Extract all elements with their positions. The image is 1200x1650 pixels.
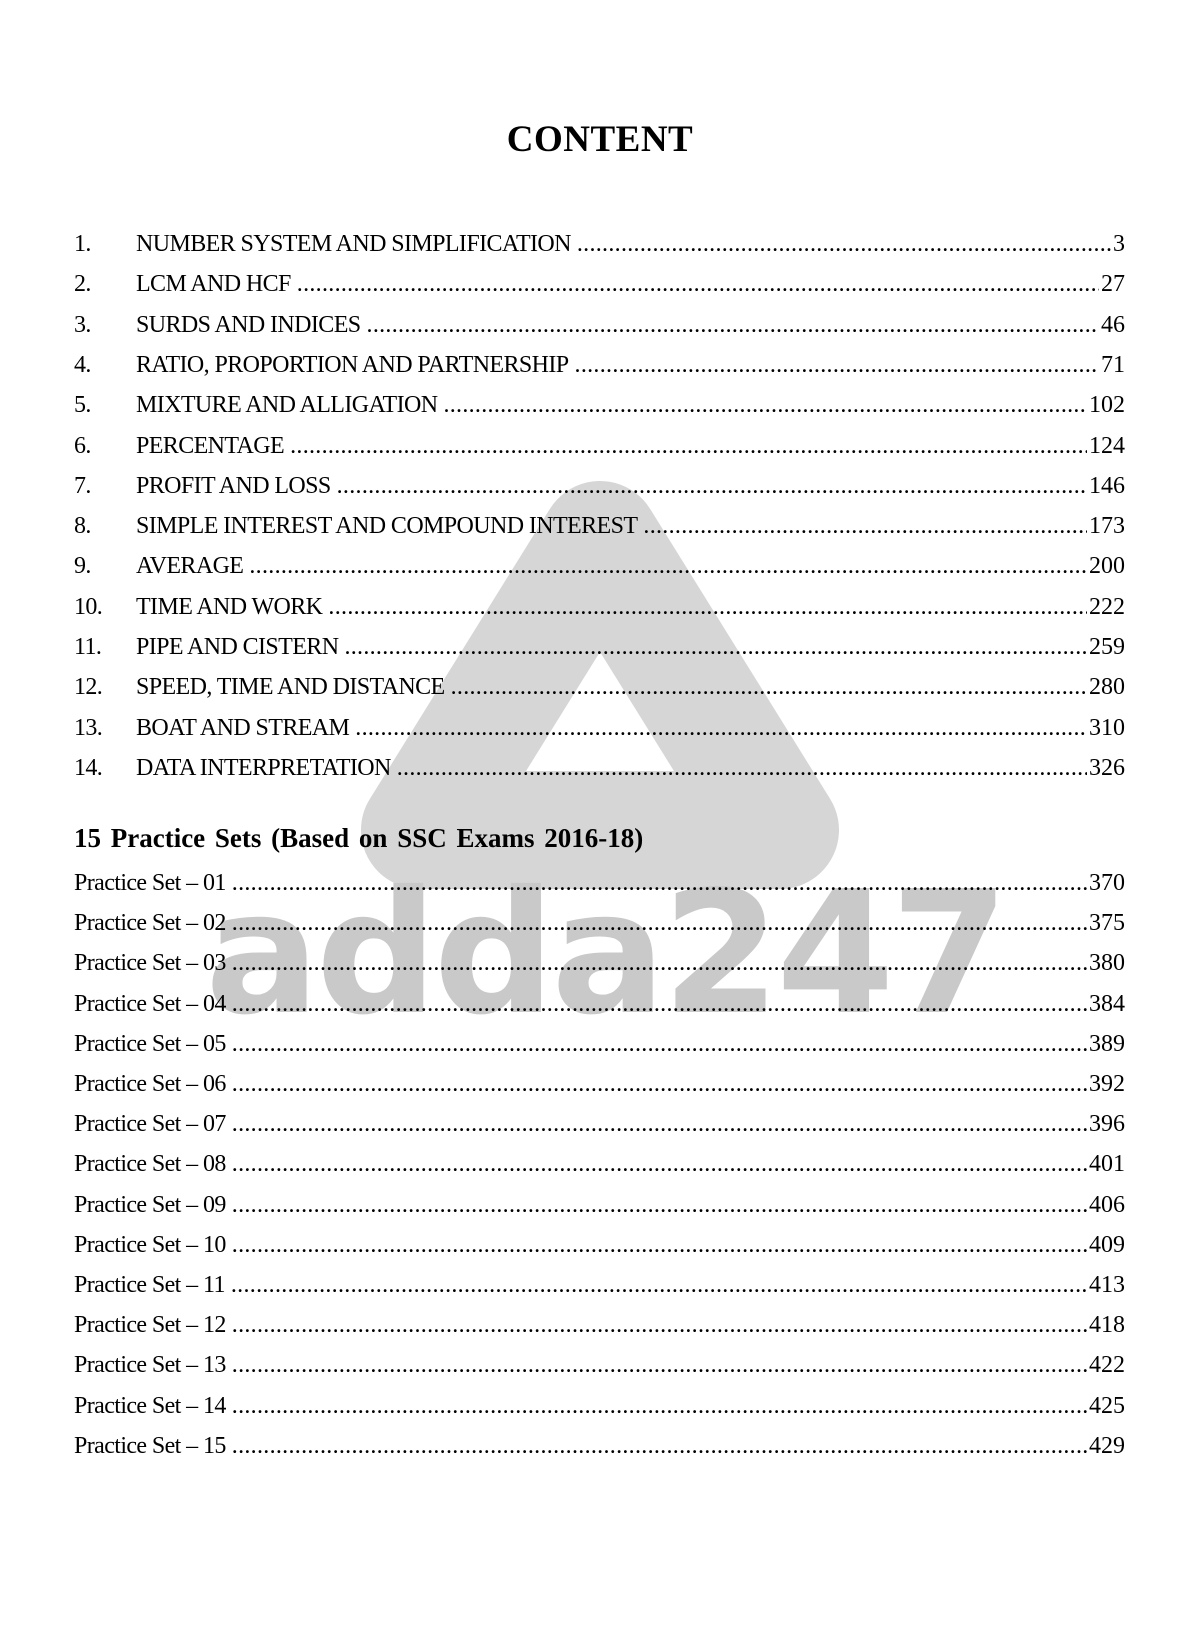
practice-set-entry (74, 1268, 1125, 1302)
toc-entry (74, 751, 1125, 785)
dot-leader (232, 1348, 1087, 1382)
dot-leader (232, 1228, 1087, 1262)
toc-entry-number: 10. (74, 593, 103, 620)
practice-set-entry (74, 1027, 1125, 1061)
toc-entry-number: 1. (74, 231, 91, 257)
practice-set-entry (74, 1228, 1125, 1262)
dot-leader (577, 227, 1111, 261)
dot-leader (451, 670, 1087, 704)
page-number: 380 (1089, 950, 1125, 977)
dot-leader (232, 1107, 1087, 1141)
page-number: 71 (1101, 351, 1125, 378)
page-number: 259 (1089, 634, 1125, 660)
toc-entry-number: 5. (74, 392, 91, 419)
dot-leader (232, 1147, 1087, 1181)
toc-entry (74, 308, 1125, 342)
dot-leader (232, 987, 1087, 1021)
page-number: 146 (1089, 472, 1125, 499)
page-number: 370 (1089, 870, 1125, 896)
toc-entry (74, 670, 1125, 704)
toc-entry-title: SPEED, TIME AND DISTANCE (136, 674, 445, 701)
toc-entry-number: 12. (74, 674, 103, 701)
toc-entry (74, 630, 1125, 664)
practice-set-title: Practice Set – 14 (74, 1392, 226, 1419)
toc-entry-title: TIME AND WORK (136, 593, 323, 620)
page-number: 396 (1089, 1111, 1125, 1138)
page-number: 409 (1089, 1231, 1125, 1258)
dot-leader (232, 1308, 1087, 1342)
practice-set-title: Practice Set – 13 (74, 1352, 226, 1379)
practice-set-title: Practice Set – 04 (74, 990, 226, 1017)
page-number: 422 (1089, 1352, 1125, 1379)
practice-set-entry (74, 1429, 1125, 1463)
practice-set-entry (74, 946, 1125, 980)
page-number: 124 (1089, 432, 1125, 459)
dot-leader (232, 1188, 1087, 1222)
page-number: 418 (1089, 1312, 1125, 1339)
toc-entry-number: 3. (74, 311, 91, 338)
dot-leader (232, 866, 1087, 900)
practice-set-entry (74, 1147, 1125, 1181)
dot-leader (297, 267, 1099, 301)
toc-entry-number: 6. (74, 432, 91, 459)
page-number: 413 (1089, 1272, 1125, 1298)
toc-entry (74, 711, 1125, 745)
practice-set-title: Practice Set – 07 (74, 1111, 226, 1138)
page-number: 222 (1089, 593, 1125, 620)
page-number: 46 (1101, 311, 1125, 338)
toc-entry-title: PIPE AND CISTERN (136, 634, 339, 660)
dot-leader (231, 1268, 1087, 1302)
page-number: 27 (1101, 271, 1125, 298)
dot-leader (290, 429, 1087, 463)
practice-set-entry (74, 1348, 1125, 1382)
practice-set-title: Practice Set – 08 (74, 1151, 226, 1178)
toc-entry (74, 509, 1125, 543)
page-number: 3 (1113, 231, 1125, 257)
practice-set-title: Practice Set – 15 (74, 1432, 226, 1459)
dot-leader (355, 711, 1087, 745)
dot-leader (397, 751, 1087, 785)
practice-set-title: Practice Set – 09 (74, 1191, 226, 1218)
page-title: CONTENT (506, 119, 694, 160)
page-number: 429 (1089, 1432, 1125, 1459)
toc-entry-number: 7. (74, 472, 91, 499)
page-number: 392 (1089, 1071, 1125, 1097)
practice-set-title: Practice Set – 10 (74, 1231, 226, 1258)
watermark-wordmark: adda247 (205, 855, 1005, 1053)
toc-entry-title: SURDS AND INDICES (136, 311, 361, 338)
practice-set-title: Practice Set – 05 (74, 1030, 226, 1057)
toc-entry (74, 227, 1125, 261)
page-number: 384 (1089, 990, 1125, 1017)
toc-entry-number: 11. (74, 634, 102, 660)
page-number: 326 (1089, 754, 1125, 781)
toc-entry-number: 4. (74, 351, 91, 378)
dot-leader (643, 509, 1087, 543)
toc-entry-number: 8. (74, 513, 91, 540)
dot-leader (232, 1389, 1087, 1423)
practice-set-title: Practice Set – 11 (74, 1272, 225, 1298)
toc-entry-title: AVERAGE (136, 553, 244, 580)
dot-leader (232, 946, 1087, 980)
dot-leader (232, 1027, 1087, 1061)
dot-leader (328, 590, 1087, 624)
practice-set-entry (74, 1389, 1125, 1423)
dot-leader (344, 630, 1087, 664)
page-number: 425 (1089, 1392, 1125, 1419)
toc-entry-title: DATA INTERPRETATION (136, 754, 391, 781)
toc-entry-title: PERCENTAGE (136, 432, 285, 459)
practice-set-title: Practice Set – 12 (74, 1312, 226, 1339)
toc-entry-number: 13. (74, 714, 103, 741)
page-number: 401 (1089, 1151, 1125, 1178)
toc-entry-title: SIMPLE INTEREST AND COMPOUND INTEREST (136, 513, 638, 540)
page-number: 173 (1089, 513, 1125, 540)
page-number: 389 (1089, 1030, 1125, 1057)
toc-entry (74, 348, 1125, 382)
practice-set-title: Practice Set – 06 (74, 1071, 226, 1097)
toc-entry-number: 14. (74, 754, 103, 781)
practice-set-entry (74, 1308, 1125, 1342)
practice-set-entry (74, 1188, 1125, 1222)
dot-leader (232, 1429, 1087, 1463)
practice-set-entry (74, 866, 1125, 900)
toc-entry (74, 388, 1125, 422)
toc-entry (74, 469, 1125, 503)
toc-entry-title: PROFIT AND LOSS (136, 472, 331, 499)
toc-entry (74, 549, 1125, 583)
toc-entry-title: NUMBER SYSTEM AND SIMPLIFICATION (136, 231, 571, 257)
page-number: 102 (1089, 392, 1125, 419)
practice-set-title: Practice Set – 01 (74, 870, 226, 896)
practice-set-title: Practice Set – 02 (74, 910, 226, 937)
toc-entry (74, 590, 1125, 624)
practice-sets-heading: 15 Practice Sets (Based on SSC Exams 2016-18) (74, 823, 644, 853)
page-number: 406 (1089, 1191, 1125, 1218)
toc-entry (74, 267, 1125, 301)
practice-set-entry (74, 1067, 1125, 1101)
page-number: 375 (1089, 910, 1125, 937)
page-number: 200 (1089, 553, 1125, 580)
toc-entry-title: RATIO, PROPORTION AND PARTNERSHIP (136, 351, 569, 378)
dot-leader (575, 348, 1099, 382)
toc-entry-number: 2. (74, 271, 91, 298)
practice-set-entry (74, 987, 1125, 1021)
page-number: 310 (1089, 714, 1125, 741)
dot-leader (337, 469, 1087, 503)
toc-entry-title: MIXTURE AND ALLIGATION (136, 392, 438, 419)
toc-entry (74, 429, 1125, 463)
page-number: 280 (1089, 674, 1125, 701)
practice-set-entry (74, 906, 1125, 940)
practice-set-entry (74, 1107, 1125, 1141)
dot-leader (367, 308, 1099, 342)
dot-leader (232, 906, 1087, 940)
dot-leader (232, 1067, 1087, 1101)
toc-entry-title: LCM AND HCF (136, 271, 291, 298)
toc-entry-number: 9. (74, 553, 91, 580)
dot-leader (249, 549, 1087, 583)
toc-entry-title: BOAT AND STREAM (136, 714, 350, 741)
dot-leader (443, 388, 1087, 422)
practice-set-title: Practice Set – 03 (74, 950, 226, 977)
